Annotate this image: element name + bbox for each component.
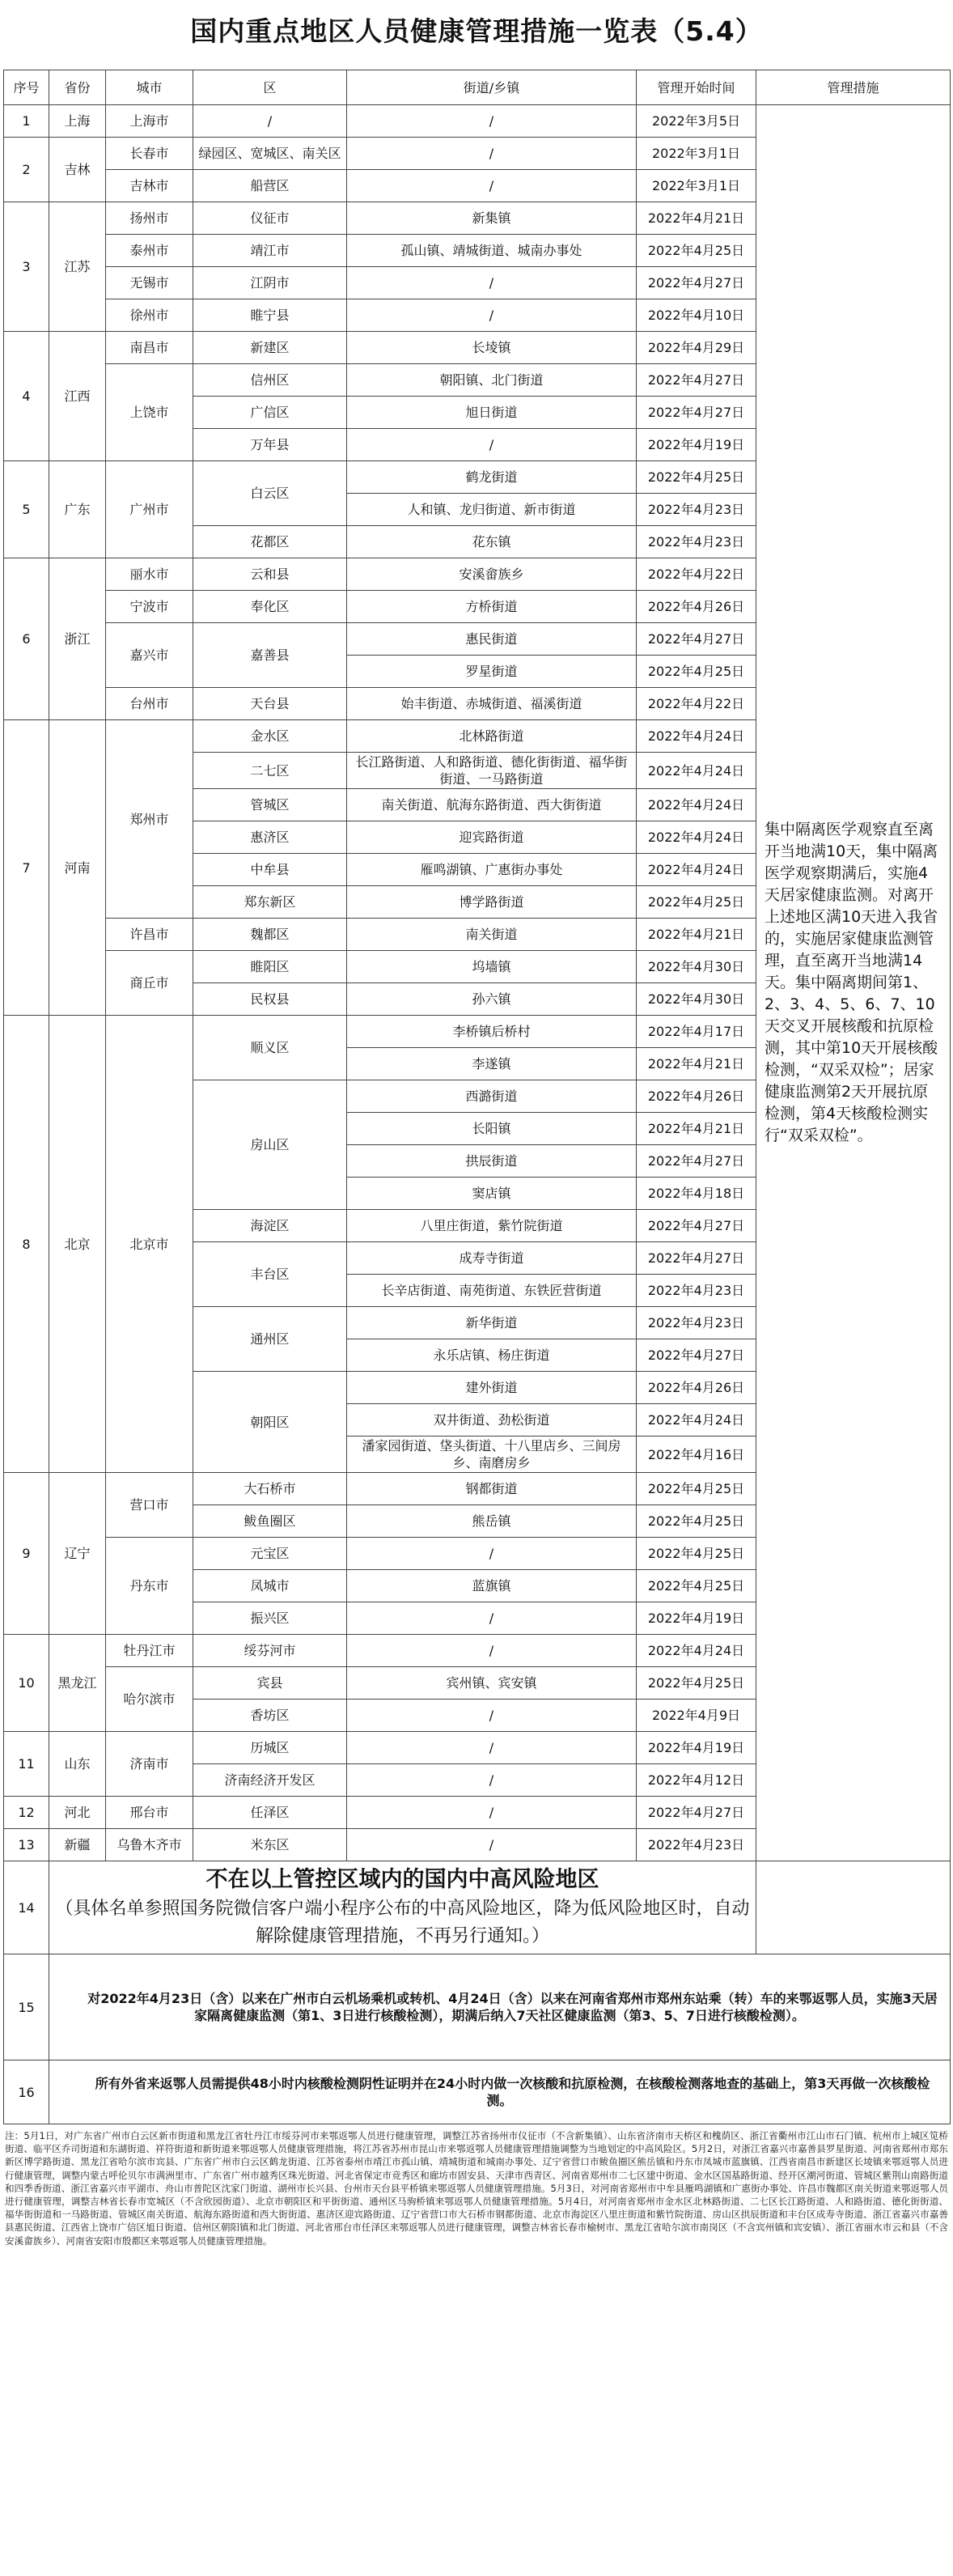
street-cell: /	[347, 299, 637, 332]
province-cell: 北京	[49, 1016, 106, 1473]
province-cell: 广东	[49, 461, 106, 558]
city-cell: 哈尔滨市	[106, 1667, 193, 1732]
street-cell: 新华街道	[347, 1307, 637, 1339]
start-date-cell: 2022年4月24日	[637, 1404, 756, 1437]
city-cell: 营口市	[106, 1473, 193, 1538]
street-cell: /	[347, 1829, 637, 1861]
header-start-date: 管理开始时间	[637, 70, 756, 105]
district-cell: 管城区	[193, 789, 347, 821]
street-cell: /	[347, 1635, 637, 1667]
province-cell: 辽宁	[49, 1473, 106, 1635]
seq-cell: 15	[4, 1954, 49, 2060]
city-cell: 南昌市	[106, 332, 193, 364]
street-cell: /	[347, 105, 637, 138]
start-date-cell: 2022年4月27日	[637, 1210, 756, 1242]
street-cell: 朝阳镇、北门街道	[347, 364, 637, 397]
district-cell: 民权县	[193, 983, 347, 1016]
start-date-cell: 2022年4月21日	[637, 202, 756, 235]
street-cell: 南关街道	[347, 919, 637, 951]
start-date-cell: 2022年4月30日	[637, 951, 756, 983]
province-cell: 河南	[49, 720, 106, 1016]
street-cell: 长辛店街道、南苑街道、东铁匠营街道	[347, 1275, 637, 1307]
header-city: 城市	[106, 70, 193, 105]
row14-headline: 不在以上管控区域内的国内中高风险地区	[205, 1867, 599, 1892]
district-cell: 金水区	[193, 720, 347, 753]
start-date-cell: 2022年4月19日	[637, 429, 756, 461]
seq-cell: 12	[4, 1797, 49, 1829]
street-cell: 安溪畲族乡	[347, 558, 637, 591]
street-cell: 李桥镇后桥村	[347, 1016, 637, 1048]
start-date-cell: 2022年4月25日	[637, 1505, 756, 1538]
header-province: 省份	[49, 70, 106, 105]
row14-measure-empty	[756, 1861, 951, 1954]
street-cell: /	[347, 1764, 637, 1797]
city-cell: 宁波市	[106, 591, 193, 623]
row15-text: 对2022年4月23日（含）以来在广州市白云机场乘机或转机、4月24日（含）以来在河南省郑州市郑州东站乘（转）车的来鄂返鄂人员，实施3天居家隔离健康监测（第1、3日进行核酸检测），期满后纳入7天社区健康监测（第3、5、7日进行核酸检测）。	[49, 1954, 951, 2060]
table-row-15	[4, 1954, 951, 2060]
start-date-cell: 2022年4月19日	[637, 1602, 756, 1635]
start-date-cell: 2022年4月25日	[637, 1538, 756, 1570]
row16-text: 所有外省来返鄂人员需提供48小时内核酸检测阴性证明并在24小时内做一次核酸和抗原检测，在核酸检测落地查的基础上，第3天再做一次核酸检测。	[49, 2060, 951, 2124]
street-cell: 孤山镇、靖城街道、城南办事处	[347, 235, 637, 267]
city-cell: 商丘市	[106, 951, 193, 1016]
start-date-cell: 2022年4月21日	[637, 919, 756, 951]
seq-cell: 14	[4, 1861, 49, 1954]
district-cell: 二七区	[193, 753, 347, 789]
start-date-cell: 2022年4月25日	[637, 656, 756, 688]
street-cell: /	[347, 138, 637, 170]
district-cell: 白云区	[193, 461, 347, 526]
start-date-cell: 2022年4月26日	[637, 591, 756, 623]
start-date-cell: 2022年3月1日	[637, 138, 756, 170]
street-cell: 方桥街道	[347, 591, 637, 623]
street-cell: /	[347, 170, 637, 202]
city-cell: 济南市	[106, 1732, 193, 1797]
street-cell: 永乐店镇、杨庄街道	[347, 1339, 637, 1372]
province-cell: 江西	[49, 332, 106, 461]
street-cell: 花东镇	[347, 526, 637, 558]
header-street: 街道/乡镇	[347, 70, 637, 105]
start-date-cell: 2022年4月23日	[637, 1307, 756, 1339]
measure-cell: 集中隔离医学观察直至离开当地满10天，集中隔离医学观察期满后，实施4天居家健康监测。对离开上述地区满10天进入我省的，实施居家健康监测管理，直至离开当地满14天。集中隔离期间第1、2、3、4、5、6、7、10天交叉开展核酸和抗原检测，其中第10天开展核酸检测，“双采双检”；居家健康监测第2天开展抗原检测，第4天核酸检测实行“双采双检”。	[756, 105, 951, 1861]
city-cell: 许昌市	[106, 919, 193, 951]
street-cell: 迎宾路街道	[347, 821, 637, 854]
street-cell: /	[347, 1732, 637, 1764]
district-cell: 香坊区	[193, 1700, 347, 1732]
district-cell: 丰台区	[193, 1242, 347, 1307]
province-cell: 黑龙江	[49, 1635, 106, 1732]
city-cell: 吉林市	[106, 170, 193, 202]
seq-cell: 11	[4, 1732, 49, 1797]
start-date-cell: 2022年4月17日	[637, 1016, 756, 1048]
start-date-cell: 2022年4月27日	[637, 364, 756, 397]
city-cell: 郑州市	[106, 720, 193, 919]
start-date-cell: 2022年4月22日	[637, 558, 756, 591]
seq-cell: 2	[4, 138, 49, 202]
start-date-cell: 2022年4月25日	[637, 1473, 756, 1505]
seq-cell: 1	[4, 105, 49, 138]
seq-cell: 4	[4, 332, 49, 461]
street-cell: 旭日街道	[347, 397, 637, 429]
footnote: 注：5月1日，对广东省广州市白云区新市街道和黑龙江省牡丹江市绥芬河市来鄂返鄂人员进行健康管理，调整江苏省扬州市仪征市（不含新集镇）、山东省济南市天桥区和槐荫区、浙江省衢州市江山市石门镇、杭州市上城区笕桥街道、临平区乔司街道和东湖街道、祥符街道和新街道来鄂返鄂人员健康管理措施，将江苏省苏州市昆山市来鄂返鄂人员健康管理措施调整为当地划定的中高风险区。5月2日，对浙江省嘉兴市嘉善县罗星街道、河南省郑州市郑东新区博学路街道、黑龙江省哈尔滨市宾县、广东省广州市白云区鹤龙街道、江苏省泰州市靖江市孤山镇、靖城街道和城南办事处、辽宁省营口市鲅鱼圈区熊岳镇和丹东市凤城市蓝旗镇、江西省南昌市新建区长堎镇来鄂返鄂人员进行健康管理，调整内蒙古呼伦贝尔市满洲里市、广东省广州市越秀区珠光街道、河北省保定市竞秀区和廊坊市固安县、天津市西青区、河南省郑州市二七区建中街道、金水区国基路街道、经开区潮河街道、管城区紫荆山南路街道和四季香街道、浙江省嘉兴市平湖市、舟山市普陀区沈家门街道、湖州市长兴县、台州市天台县平桥镇来鄂返鄂人员健康管理措施。5月3日，对河南省郑州市中牟县雁鸣湖镇和广惠街办事处、许昌市魏都区南关街道来鄂返鄂人员进行健康管理，调整吉林省长春市宽城区（不含欣园街道）、北京市朝阳区和平街街道、通州区马驹桥镇来鄂返鄂人员健康管理措施。5月4日，对河南省郑州市金水区北林路街道、二七区长江路街道、人和路街道、德化街街道、福华街街道和一马路街道、管城区南关街道、航海东路街道和西大街街道、惠济区迎宾路街道、辽宁省营口市大石桥市钢都街道、北京市海淀区八里庄街道和紫竹院街道、房山区拱辰街道和丰台区成寿寺街道、浙江省嘉兴市嘉善县惠民街道、江西省上饶市广信区旭日街道、信州区朝阳镇和北门街道、河北省邢台市任泽区来鄂返鄂人员进行健康管理，调整吉林省长春市榆树市、黑龙江省哈尔滨市南岗区（不含宾州镇和宾安镇）、浙江省丽水市云和县（不含安溪畲族乡）、河南省安阳市殷都区来鄂返鄂人员健康管理措施。	[5, 2130, 948, 2247]
start-date-cell: 2022年4月25日	[637, 886, 756, 919]
city-cell: 广州市	[106, 461, 193, 558]
district-cell: 广信区	[193, 397, 347, 429]
start-date-cell: 2022年3月5日	[637, 105, 756, 138]
street-cell: 始丰街道、赤城街道、福溪街道	[347, 688, 637, 720]
district-cell: 睢阳区	[193, 951, 347, 983]
start-date-cell: 2022年4月24日	[637, 1635, 756, 1667]
city-cell: 无锡市	[106, 267, 193, 299]
start-date-cell: 2022年4月27日	[637, 1797, 756, 1829]
district-cell: 中牟县	[193, 854, 347, 886]
seq-cell: 9	[4, 1473, 49, 1635]
street-cell: 蓝旗镇	[347, 1570, 637, 1602]
district-cell: 元宝区	[193, 1538, 347, 1570]
district-cell: 嘉善县	[193, 623, 347, 688]
street-cell: /	[347, 1538, 637, 1570]
city-cell: 丽水市	[106, 558, 193, 591]
seq-cell: 5	[4, 461, 49, 558]
start-date-cell: 2022年4月27日	[637, 397, 756, 429]
city-cell: 乌鲁木齐市	[106, 1829, 193, 1861]
district-cell: 花都区	[193, 526, 347, 558]
start-date-cell: 2022年4月23日	[637, 1275, 756, 1307]
street-cell: 人和镇、龙归街道、新市街道	[347, 494, 637, 526]
start-date-cell: 2022年4月21日	[637, 1113, 756, 1145]
street-cell: 新集镇	[347, 202, 637, 235]
health-measures-table	[3, 70, 951, 2124]
table-row-14	[4, 1861, 951, 1954]
district-cell: 天台县	[193, 688, 347, 720]
start-date-cell: 2022年4月27日	[637, 267, 756, 299]
street-cell: 成寿寺街道	[347, 1242, 637, 1275]
street-cell: 宾州镇、宾安镇	[347, 1667, 637, 1700]
district-cell: 房山区	[193, 1080, 347, 1210]
district-cell: 万年县	[193, 429, 347, 461]
district-cell: 绿园区、宽城区、南关区	[193, 138, 347, 170]
start-date-cell: 2022年4月29日	[637, 332, 756, 364]
city-cell: 泰州市	[106, 235, 193, 267]
start-date-cell: 2022年4月12日	[637, 1764, 756, 1797]
city-cell: 丹东市	[106, 1538, 193, 1635]
street-cell: 惠民街道	[347, 623, 637, 656]
district-cell: 大石桥市	[193, 1473, 347, 1505]
district-cell: 任泽区	[193, 1797, 347, 1829]
street-cell: 李遂镇	[347, 1048, 637, 1080]
district-cell: 绥芬河市	[193, 1635, 347, 1667]
province-cell: 河北	[49, 1797, 106, 1829]
start-date-cell: 2022年4月10日	[637, 299, 756, 332]
street-cell: 熊岳镇	[347, 1505, 637, 1538]
start-date-cell: 2022年4月24日	[637, 854, 756, 886]
city-cell: 台州市	[106, 688, 193, 720]
street-cell: /	[347, 267, 637, 299]
start-date-cell: 2022年4月23日	[637, 1829, 756, 1861]
street-cell: /	[347, 429, 637, 461]
district-cell: 海淀区	[193, 1210, 347, 1242]
table-header-row	[4, 70, 951, 105]
city-cell: 牡丹江市	[106, 1635, 193, 1667]
province-cell: 江苏	[49, 202, 106, 332]
start-date-cell: 2022年4月23日	[637, 494, 756, 526]
district-cell: 信州区	[193, 364, 347, 397]
city-cell: 上海市	[106, 105, 193, 138]
street-cell: 鹤龙街道	[347, 461, 637, 494]
district-cell: /	[193, 105, 347, 138]
street-cell: 南关街道、航海东路街道、西大街街道	[347, 789, 637, 821]
district-cell: 仪征市	[193, 202, 347, 235]
seq-cell: 10	[4, 1635, 49, 1732]
start-date-cell: 2022年4月24日	[637, 753, 756, 789]
seq-cell: 13	[4, 1829, 49, 1861]
seq-cell: 6	[4, 558, 49, 720]
district-cell: 顺义区	[193, 1016, 347, 1080]
city-cell: 北京市	[106, 1016, 193, 1473]
start-date-cell: 2022年4月9日	[637, 1700, 756, 1732]
province-cell: 上海	[49, 105, 106, 138]
district-cell: 通州区	[193, 1307, 347, 1372]
city-cell: 长春市	[106, 138, 193, 170]
street-cell: /	[347, 1797, 637, 1829]
table-row	[4, 105, 951, 138]
start-date-cell: 2022年4月25日	[637, 1667, 756, 1700]
row14-content	[49, 1861, 756, 1954]
district-cell: 云和县	[193, 558, 347, 591]
start-date-cell: 2022年4月26日	[637, 1372, 756, 1404]
district-cell: 济南经济开发区	[193, 1764, 347, 1797]
street-cell: 八里庄街道，紫竹院街道	[347, 1210, 637, 1242]
street-cell: 钢都街道	[347, 1473, 637, 1505]
page-title: 国内重点地区人员健康管理措施一览表（5.4）	[190, 15, 763, 47]
street-cell: 长阳镇	[347, 1113, 637, 1145]
city-cell: 徐州市	[106, 299, 193, 332]
table-row-16	[4, 2060, 951, 2124]
street-cell: /	[347, 1602, 637, 1635]
province-cell: 浙江	[49, 558, 106, 720]
district-cell: 朝阳区	[193, 1372, 347, 1473]
province-cell: 吉林	[49, 138, 106, 202]
province-cell: 新疆	[49, 1829, 106, 1861]
start-date-cell: 2022年4月21日	[637, 1048, 756, 1080]
district-cell: 历城区	[193, 1732, 347, 1764]
start-date-cell: 2022年4月30日	[637, 983, 756, 1016]
district-cell: 新建区	[193, 332, 347, 364]
row14-subtext: （具体名单参照国务院微信客户端小程序公布的中高风险地区，降为低风险地区时，自动解除健康管理措施，不再另行通知。）	[55, 1899, 750, 1946]
street-cell: 建外街道	[347, 1372, 637, 1404]
seq-cell: 3	[4, 202, 49, 332]
street-cell: 双井街道、劲松街道	[347, 1404, 637, 1437]
start-date-cell: 2022年4月25日	[637, 1570, 756, 1602]
start-date-cell: 2022年4月22日	[637, 688, 756, 720]
header-measure: 管理措施	[756, 70, 951, 105]
district-cell: 江阴市	[193, 267, 347, 299]
start-date-cell: 2022年4月27日	[637, 623, 756, 656]
street-cell: 孙六镇	[347, 983, 637, 1016]
street-cell: 潘家园街道、垡头街道、十八里店乡、三间房乡、南磨房乡	[347, 1437, 637, 1473]
street-cell: 拱辰街道	[347, 1145, 637, 1178]
district-cell: 凤城市	[193, 1570, 347, 1602]
start-date-cell: 2022年4月25日	[637, 235, 756, 267]
street-cell: 西潞街道	[347, 1080, 637, 1113]
start-date-cell: 2022年4月26日	[637, 1080, 756, 1113]
district-cell: 睢宁县	[193, 299, 347, 332]
city-cell: 扬州市	[106, 202, 193, 235]
start-date-cell: 2022年4月24日	[637, 821, 756, 854]
street-cell: /	[347, 1700, 637, 1732]
start-date-cell: 2022年3月1日	[637, 170, 756, 202]
district-cell: 鲅鱼圈区	[193, 1505, 347, 1538]
district-cell: 魏都区	[193, 919, 347, 951]
start-date-cell: 2022年4月24日	[637, 720, 756, 753]
street-cell: 坞墙镇	[347, 951, 637, 983]
seq-cell: 7	[4, 720, 49, 1016]
header-district: 区	[193, 70, 347, 105]
table-body	[4, 105, 951, 2124]
street-cell: 博学路街道	[347, 886, 637, 919]
start-date-cell: 2022年4月24日	[637, 789, 756, 821]
street-cell: 雁鸣湖镇、广惠街办事处	[347, 854, 637, 886]
street-cell: 窦店镇	[347, 1178, 637, 1210]
header-seq: 序号	[4, 70, 49, 105]
city-cell: 邢台市	[106, 1797, 193, 1829]
start-date-cell: 2022年4月23日	[637, 526, 756, 558]
start-date-cell: 2022年4月25日	[637, 461, 756, 494]
seq-cell: 8	[4, 1016, 49, 1473]
start-date-cell: 2022年4月16日	[637, 1437, 756, 1473]
start-date-cell: 2022年4月19日	[637, 1732, 756, 1764]
district-cell: 振兴区	[193, 1602, 347, 1635]
start-date-cell: 2022年4月18日	[637, 1178, 756, 1210]
start-date-cell: 2022年4月27日	[637, 1242, 756, 1275]
seq-cell: 16	[4, 2060, 49, 2124]
street-cell: 长堎镇	[347, 332, 637, 364]
district-cell: 靖江市	[193, 235, 347, 267]
start-date-cell: 2022年4月27日	[637, 1339, 756, 1372]
city-cell: 嘉兴市	[106, 623, 193, 688]
street-cell: 罗星街道	[347, 656, 637, 688]
city-cell: 上饶市	[106, 364, 193, 461]
start-date-cell: 2022年4月27日	[637, 1145, 756, 1178]
district-cell: 船营区	[193, 170, 347, 202]
province-cell: 山东	[49, 1732, 106, 1797]
district-cell: 米东区	[193, 1829, 347, 1861]
district-cell: 宾县	[193, 1667, 347, 1700]
district-cell: 惠济区	[193, 821, 347, 854]
district-cell: 奉化区	[193, 591, 347, 623]
street-cell: 北林路街道	[347, 720, 637, 753]
street-cell: 长江路街道、人和路街道、德化街街道、福华街街道、一马路街道	[347, 753, 637, 789]
district-cell: 郑东新区	[193, 886, 347, 919]
